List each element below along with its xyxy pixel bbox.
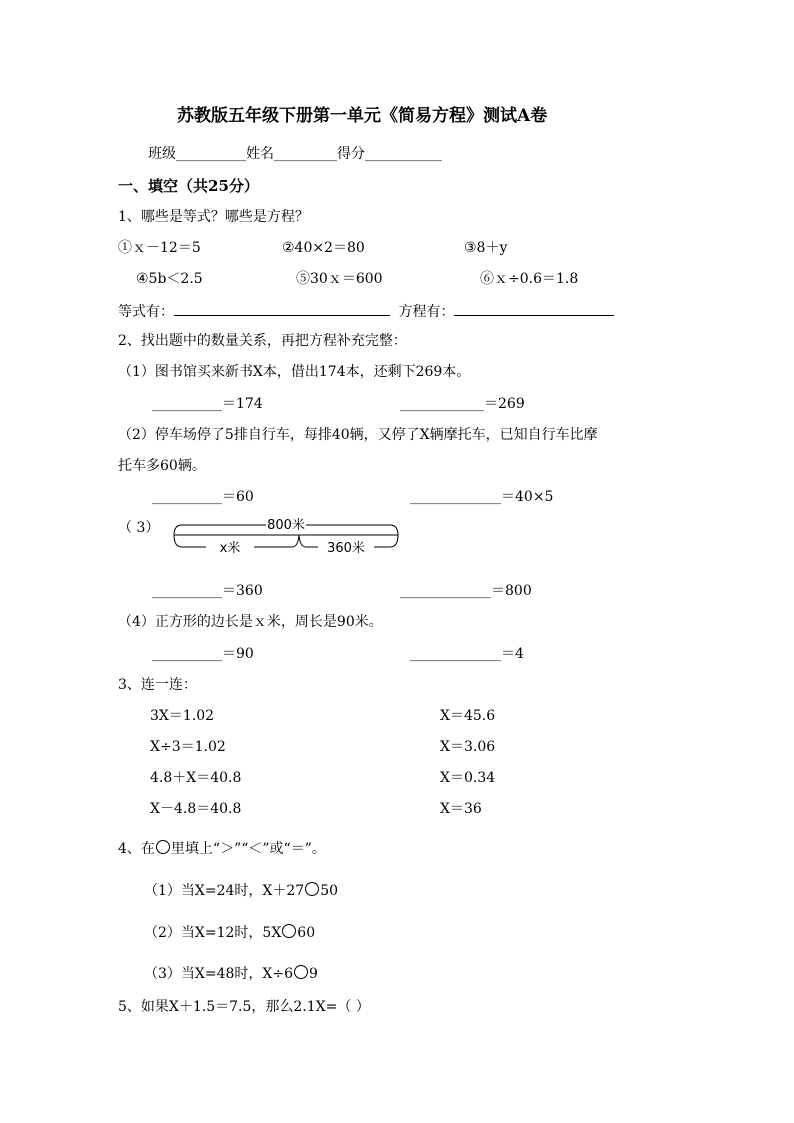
q2-part2-line1: （2）停车场停了5排自行车，每排40辆，又停了X辆摩托车，已知自行车比摩 [118,427,598,443]
q1-item-2: ②40×2＝80 [282,240,365,256]
q2-part2-blank-b[interactable]: _____________＝40×5 [410,489,554,505]
segment-diagram [168,513,412,557]
diagram-x-label: x米 [219,541,241,556]
q4-item-3-text: （3）当X=48时，X÷6 [144,966,294,982]
q3-right-4[interactable]: X＝36 [440,801,482,817]
q4-prompt-b: 里填上“＞”“＜”或“＝”。 [170,841,326,857]
q3-left-1[interactable]: 3X＝1.02 [150,708,215,724]
q2-part2-blank-a[interactable]: __________＝60 [152,489,254,505]
q2-part1-blank-a[interactable]: __________＝174 [152,396,263,412]
circle-icon [156,840,170,854]
q1-item-1: ①ｘ－12＝5 [118,240,201,256]
page-title: 苏教版五年级下册第一单元《简易方程》测试A卷 [177,106,548,126]
q1-item-5: ⑤30ｘ＝600 [296,271,383,287]
q1-item-3: ③8＋y [464,240,508,256]
q4-item-1-text: （1）当X=24时，X＋27 [144,883,305,899]
q4-prompt [118,840,326,856]
diagram-360-label: 360米 [327,541,365,556]
brace-bottom-left-a [174,535,206,547]
q4-item-2 [144,924,315,940]
q4-item-2-value: 60 [297,925,316,941]
q4-item-3-value: 9 [309,966,318,982]
class-blank[interactable]: __________ [176,146,246,162]
q4-item-3 [144,965,318,981]
name-label: 姓名 [246,146,274,162]
brace-bottom-right-a [299,535,318,547]
score-label: 得分 [337,146,365,162]
q2-part2-line2: 托车多60辆。 [118,458,206,474]
q4-item-1-value: 50 [320,883,339,899]
equation-answer-blank[interactable] [454,303,614,316]
q3-prompt: 3、连一连： [118,677,197,693]
equality-answer-blank[interactable] [174,303,390,316]
q2-part3-blank-a[interactable]: __________＝360 [152,583,263,599]
q1-item-4: ④5b＜2.5 [136,271,203,287]
section-heading: 一、填空（共25分） [118,177,259,195]
q3-left-3[interactable]: 4.8＋X＝40.8 [150,770,242,786]
q3-right-3[interactable]: X＝0.34 [440,770,496,786]
q3-left-4[interactable]: X－4.8＝40.8 [150,801,242,817]
info-line [148,147,442,161]
q2-part3-label: （ 3） [118,520,160,536]
brace-bottom-right-b [374,535,398,547]
q2-part4-blank-b[interactable]: _____________＝4 [410,646,524,662]
q5-text: 5、如果X＋1.5＝7.5，那么2.1X=（ ） [118,999,370,1015]
q2-part1: （1）图书馆买来新书X本，借出174本，还剩下269本。 [118,364,471,380]
q2-part4-blank-a[interactable]: __________＝90 [152,646,254,662]
q4-item-2-text: （2）当X=12时，5X [144,925,282,941]
q2-part1-blank-b[interactable]: ____________＝269 [400,396,525,412]
class-label: 班级 [148,146,176,162]
compare-circle-3[interactable] [294,965,308,979]
q1-prompt: 1、哪些是等式？哪些是方程？ [118,209,309,225]
brace-top-left [174,525,266,535]
q3-right-2[interactable]: X＝3.06 [440,739,496,755]
q2-part4: （4）正方形的边长是ｘ米，周长是90米。 [118,614,383,630]
brace-bottom-left-b [254,535,299,547]
q2-part3-blank-b[interactable]: _____________＝800 [400,583,532,599]
q1-item-6: ⑥ｘ÷0.6＝1.8 [480,271,579,287]
name-blank[interactable]: _________ [274,146,337,162]
score-blank[interactable]: ___________ [365,146,442,162]
equation-label: 方程有： [398,304,455,320]
q3-right-1[interactable]: X＝45.6 [440,708,496,724]
q3-left-2[interactable]: X÷3＝1.02 [150,739,226,755]
equality-label: 等式有： [118,304,174,320]
compare-circle-2[interactable] [282,924,296,938]
q2-prompt: 2、找出题中的数量关系，再把方程补充完整： [118,333,407,349]
diagram-total-label: 800米 [267,518,305,533]
compare-circle-1[interactable] [305,882,319,896]
q1-eq-row [118,303,614,319]
q4-item-1 [144,882,338,898]
brace-top-right [306,525,398,535]
q4-prompt-a: 4、在 [118,841,155,857]
